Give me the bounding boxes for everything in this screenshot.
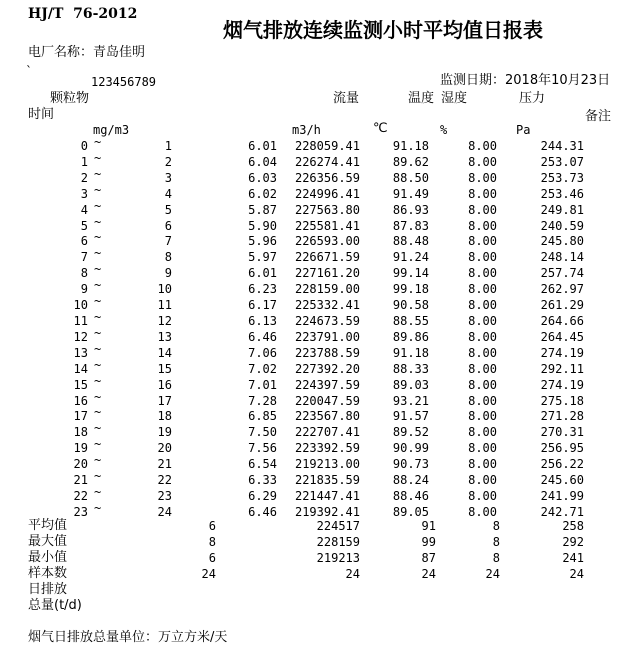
cell-hour-from: 5 — [80, 218, 88, 233]
cell-hour-from: 12 — [73, 329, 88, 344]
summary-dust: 24 — [201, 567, 216, 581]
cell-hour-from: 16 — [73, 393, 88, 408]
plant-name-label: 电厂名称： — [28, 45, 94, 60]
cell-dust: 6.54 — [248, 457, 277, 472]
tilde-mark: ~ — [94, 469, 102, 484]
col-header-time: 时间 — [28, 107, 55, 122]
cell-humidity: 8.00 — [468, 441, 497, 456]
cell-flow: 226593.00 — [294, 234, 360, 249]
summary-temp: 24 — [421, 567, 436, 581]
summary-pressure — [500, 598, 584, 614]
cell-hour-from: 11 — [73, 313, 88, 328]
cell-temp: 90.73 — [392, 457, 429, 472]
summary-row — [0, 598, 644, 614]
summary-row — [0, 518, 644, 534]
cell-hour-to: 17 — [157, 393, 172, 408]
page-title: 烟气排放连续监测小时平均值日报表 — [223, 18, 543, 42]
summary-temp: 91 — [421, 519, 436, 533]
cell-humidity: 8.00 — [468, 313, 497, 328]
tilde-mark: ~ — [94, 150, 102, 165]
cell-flow: 226671.59 — [294, 250, 360, 265]
cell-dust: 6.13 — [248, 313, 277, 328]
tilde-mark: ~ — [94, 182, 102, 197]
summary-row — [0, 550, 644, 566]
tilde-mark: ~ — [94, 389, 102, 404]
cell-pressure: 256.22 — [540, 457, 584, 472]
col-header-temp: 温度 — [408, 91, 435, 106]
cell-temp: 88.46 — [392, 488, 429, 503]
cell-dust: 5.90 — [248, 218, 277, 233]
cell-dust: 6.46 — [248, 504, 277, 519]
cell-pressure: 264.45 — [540, 329, 584, 344]
cell-humidity: 8.00 — [468, 473, 497, 488]
cell-temp: 89.86 — [392, 329, 429, 344]
cell-dust: 6.33 — [248, 473, 277, 488]
cell-hour-from: 8 — [80, 266, 88, 281]
col-header-humidity: 湿度 — [441, 91, 468, 106]
summary-flow: 224517 — [316, 519, 360, 533]
cell-hour-from: 4 — [80, 202, 88, 217]
summary-flow: 228159 — [316, 535, 360, 549]
cell-pressure: 270.31 — [540, 425, 584, 440]
cell-hour-from: 7 — [80, 250, 88, 265]
cell-hour-from: 13 — [73, 345, 88, 360]
unit-flow: m3/h — [292, 123, 321, 137]
cell-dust: 6.04 — [248, 154, 277, 169]
cell-humidity: 8.00 — [468, 282, 497, 297]
cell-humidity: 8.00 — [468, 393, 497, 408]
cell-pressure: 253.73 — [540, 170, 584, 185]
cell-hour-to: 5 — [164, 202, 172, 217]
cell-dust: 5.87 — [248, 202, 277, 217]
cell-temp: 99.18 — [392, 282, 429, 297]
cell-pressure: 275.18 — [540, 393, 584, 408]
cell-hour-from: 21 — [73, 473, 88, 488]
cell-hour-from: 15 — [73, 377, 88, 392]
cell-humidity: 8.00 — [468, 329, 497, 344]
cell-pressure: 242.71 — [540, 504, 584, 519]
cell-pressure: 244.31 — [540, 139, 584, 153]
col-header-pressure: 压力 — [519, 91, 546, 106]
tilde-mark: ~ — [94, 500, 102, 515]
cell-pressure: 256.95 — [540, 441, 584, 456]
tilde-mark: ~ — [94, 246, 102, 261]
cell-flow: 223392.59 — [294, 441, 360, 456]
cell-dust: 6.46 — [248, 329, 277, 344]
cell-humidity: 8.00 — [468, 298, 497, 313]
cell-hour-from: 23 — [73, 504, 88, 519]
cell-hour-from: 20 — [73, 457, 88, 472]
cell-hour-from: 19 — [73, 441, 88, 456]
cell-flow: 222707.41 — [294, 425, 360, 440]
cell-temp: 91.49 — [392, 186, 429, 201]
cell-temp: 99.14 — [392, 266, 429, 281]
cell-flow: 224673.59 — [294, 313, 360, 328]
cell-pressure: 241.99 — [540, 488, 584, 503]
cell-humidity: 8.00 — [468, 218, 497, 233]
monitor-date-value: 2018年10月23日 — [505, 73, 611, 88]
cell-temp: 93.21 — [392, 393, 429, 408]
cell-pressure: 245.80 — [540, 234, 584, 249]
cell-pressure: 248.14 — [540, 250, 584, 265]
cell-temp: 87.83 — [392, 218, 429, 233]
summary-row — [0, 534, 644, 550]
summary-humidity: 24 — [485, 567, 500, 581]
cell-humidity: 8.00 — [468, 361, 497, 376]
cell-flow: 225581.41 — [294, 218, 360, 233]
cell-humidity: 8.00 — [468, 377, 497, 392]
cell-hour-from: 6 — [80, 234, 88, 249]
cell-pressure: 249.81 — [540, 202, 584, 217]
tilde-mark: ~ — [94, 484, 102, 499]
cell-flow: 225332.41 — [294, 298, 360, 313]
cell-dust: 7.50 — [248, 425, 277, 440]
cell-hour-to: 24 — [157, 504, 172, 519]
tilde-mark: ~ — [94, 325, 102, 340]
cell-pressure: 274.19 — [540, 345, 584, 360]
summary-label: 日排放 — [28, 582, 68, 597]
summary-label: 最大值 — [28, 534, 68, 549]
cell-pressure: 253.46 — [540, 186, 584, 201]
cell-temp: 91.24 — [392, 250, 429, 265]
tilde-mark: ~ — [94, 262, 102, 277]
cell-flow: 220047.59 — [294, 393, 360, 408]
cell-hour-to: 8 — [164, 250, 172, 265]
cell-hour-to: 20 — [157, 441, 172, 456]
cell-pressure: 257.74 — [540, 266, 584, 281]
cell-flow: 221447.41 — [294, 488, 360, 503]
summary-temp — [360, 598, 436, 614]
cell-hour-to: 15 — [157, 361, 172, 376]
cell-temp: 88.48 — [392, 234, 429, 249]
tilde-mark: ~ — [94, 373, 102, 388]
summary-label: 总量(t/d) — [28, 598, 82, 613]
summary-row — [0, 566, 644, 582]
unit-pressure: Pa — [516, 123, 531, 137]
plant-name-value: 青岛佳明 — [93, 45, 146, 60]
cell-dust: 7.56 — [248, 441, 277, 456]
cell-flow: 227563.80 — [294, 202, 360, 217]
cell-humidity: 8.00 — [468, 409, 497, 424]
cell-temp: 89.03 — [392, 377, 429, 392]
summary-table — [0, 518, 644, 614]
cell-flow: 219392.41 — [294, 504, 360, 519]
cell-hour-from: 0 — [80, 139, 88, 153]
cell-temp: 90.99 — [392, 441, 429, 456]
cell-hour-to: 22 — [157, 473, 172, 488]
cell-humidity: 8.00 — [468, 266, 497, 281]
cell-hour-to: 6 — [164, 218, 172, 233]
summary-humidity: 8 — [492, 519, 500, 533]
cell-humidity: 8.00 — [468, 457, 497, 472]
cell-hour-to: 7 — [164, 234, 172, 249]
cell-dust: 6.17 — [248, 298, 277, 313]
cell-temp: 90.58 — [392, 298, 429, 313]
cell-humidity: 8.00 — [468, 250, 497, 265]
tilde-mark: ~ — [94, 214, 102, 229]
tilde-mark: ~ — [94, 166, 102, 181]
cell-humidity: 8.00 — [468, 139, 497, 153]
summary-temp: 99 — [421, 535, 436, 549]
cell-temp: 88.55 — [392, 313, 429, 328]
cell-pressure: 271.28 — [540, 409, 584, 424]
cell-hour-to: 2 — [164, 154, 172, 169]
cell-pressure: 261.29 — [540, 298, 584, 313]
tilde-mark: ~ — [94, 278, 102, 293]
cell-dust: 7.28 — [248, 393, 277, 408]
summary-label: 平均值 — [28, 518, 68, 533]
footer-note-value: 万立方米/天 — [158, 630, 228, 645]
hourly-table — [0, 135, 644, 521]
summary-pressure: 258 — [562, 519, 584, 533]
cell-hour-from: 22 — [73, 488, 88, 503]
cell-hour-from: 9 — [80, 282, 88, 297]
cell-humidity: 8.00 — [468, 345, 497, 360]
cell-hour-to: 19 — [157, 425, 172, 440]
cell-flow: 221835.59 — [294, 473, 360, 488]
tilde-mark: ~ — [94, 341, 102, 356]
summary-humidity: 8 — [492, 551, 500, 565]
summary-flow — [216, 582, 360, 598]
cell-hour-to: 13 — [157, 329, 172, 344]
cell-humidity: 8.00 — [468, 234, 497, 249]
cell-pressure: 292.11 — [540, 361, 584, 376]
cell-flow: 226274.41 — [294, 154, 360, 169]
footer-note — [28, 630, 227, 645]
summary-dust — [128, 598, 216, 614]
cell-humidity: 8.00 — [468, 425, 497, 440]
summary-pressure: 241 — [562, 551, 584, 565]
summary-flow: 219213 — [316, 551, 360, 565]
cell-temp: 88.24 — [392, 473, 429, 488]
summary-humidity — [436, 598, 500, 614]
unit-humidity: % — [440, 123, 448, 137]
cell-humidity: 8.00 — [468, 504, 497, 519]
summary-dust: 6 — [208, 551, 216, 565]
cell-dust: 6.85 — [248, 409, 277, 424]
cell-dust: 6.03 — [248, 170, 277, 185]
summary-dust — [128, 582, 216, 598]
summary-dust: 6 — [208, 519, 216, 533]
col-header-remark: 备注 — [585, 109, 612, 124]
cell-pressure: 245.60 — [540, 473, 584, 488]
cell-humidity: 8.00 — [468, 186, 497, 201]
summary-humidity: 8 — [492, 535, 500, 549]
tick-mark: ` — [26, 64, 32, 78]
cell-hour-to: 21 — [157, 457, 172, 472]
cell-temp: 91.57 — [392, 409, 429, 424]
cell-flow: 228159.00 — [294, 282, 360, 297]
tilde-mark: ~ — [94, 198, 102, 213]
cell-pressure: 274.19 — [540, 377, 584, 392]
cell-dust: 6.01 — [248, 139, 277, 153]
cell-hour-from: 2 — [80, 170, 88, 185]
tilde-mark: ~ — [94, 405, 102, 420]
summary-pressure: 24 — [569, 567, 584, 581]
cell-pressure: 262.97 — [540, 282, 584, 297]
cell-flow: 224996.41 — [294, 186, 360, 201]
cell-hour-from: 18 — [73, 425, 88, 440]
cell-hour-to: 1 — [164, 139, 172, 153]
cell-hour-from: 3 — [80, 186, 88, 201]
cell-pressure: 253.07 — [540, 154, 584, 169]
cell-flow: 226356.59 — [294, 170, 360, 185]
tilde-mark: ~ — [94, 309, 102, 324]
cell-hour-to: 14 — [157, 345, 172, 360]
cell-hour-from: 17 — [73, 409, 88, 424]
cell-temp: 88.50 — [392, 170, 429, 185]
cell-dust: 5.96 — [248, 234, 277, 249]
cell-hour-from: 10 — [73, 298, 88, 313]
cell-flow: 219213.00 — [294, 457, 360, 472]
cell-flow: 224397.59 — [294, 377, 360, 392]
cell-hour-from: 14 — [73, 361, 88, 376]
tilde-mark: ~ — [94, 437, 102, 452]
col-header-flow: 流量 — [333, 91, 360, 106]
col-header-dust: 颗粒物 — [50, 91, 90, 106]
cell-temp: 88.33 — [392, 361, 429, 376]
cell-dust: 6.23 — [248, 282, 277, 297]
cell-hour-to: 10 — [157, 282, 172, 297]
cell-flow: 228059.41 — [294, 139, 360, 153]
cell-humidity: 8.00 — [468, 170, 497, 185]
footer-note-label: 烟气日排放总量单位： — [28, 630, 159, 645]
cell-hour-to: 18 — [157, 409, 172, 424]
tilde-mark: ~ — [94, 453, 102, 468]
cell-dust: 7.01 — [248, 377, 277, 392]
tilde-mark: ~ — [94, 135, 102, 149]
cell-temp: 89.62 — [392, 154, 429, 169]
cell-dust: 6.02 — [248, 186, 277, 201]
cell-flow: 223567.80 — [294, 409, 360, 424]
cell-hour-to: 3 — [164, 170, 172, 185]
summary-pressure — [500, 582, 584, 598]
summary-humidity — [436, 582, 500, 598]
cell-temp: 89.05 — [392, 504, 429, 519]
cell-hour-from: 1 — [80, 154, 88, 169]
cell-pressure: 240.59 — [540, 218, 584, 233]
summary-temp — [360, 582, 436, 598]
cell-pressure: 264.66 — [540, 313, 584, 328]
cell-dust: 5.97 — [248, 250, 277, 265]
device-serial: 123456789 — [91, 75, 157, 89]
cell-humidity: 8.00 — [468, 488, 497, 503]
summary-dust: 8 — [208, 535, 216, 549]
cell-temp: 89.52 — [392, 425, 429, 440]
cell-flow: 223791.00 — [294, 329, 360, 344]
summary-pressure: 292 — [562, 535, 584, 549]
tilde-mark: ~ — [94, 230, 102, 245]
cell-dust: 6.29 — [248, 488, 277, 503]
cell-hour-to: 4 — [164, 186, 172, 201]
summary-label: 样本数 — [28, 566, 68, 581]
cell-hour-to: 9 — [164, 266, 172, 281]
cell-temp: 91.18 — [392, 345, 429, 360]
standard-code: HJ/T 76-2012 — [28, 6, 138, 22]
cell-flow: 227161.20 — [294, 266, 360, 281]
tilde-mark: ~ — [94, 294, 102, 309]
summary-flow: 24 — [345, 567, 360, 581]
cell-hour-to: 23 — [157, 488, 172, 503]
unit-temp: ℃ — [373, 121, 388, 136]
summary-temp: 87 — [421, 551, 436, 565]
summary-flow — [216, 598, 360, 614]
monitor-date-label: 监测日期： — [440, 73, 506, 88]
cell-flow: 223788.59 — [294, 345, 360, 360]
cell-dust: 6.01 — [248, 266, 277, 281]
cell-dust: 7.02 — [248, 361, 277, 376]
cell-temp: 86.93 — [392, 202, 429, 217]
plant-name-line — [28, 45, 145, 60]
monitor-date-line — [440, 73, 610, 88]
cell-temp: 91.18 — [392, 139, 429, 153]
cell-humidity: 8.00 — [468, 202, 497, 217]
cell-humidity: 8.00 — [468, 154, 497, 169]
cell-dust: 7.06 — [248, 345, 277, 360]
cell-hour-to: 16 — [157, 377, 172, 392]
cell-flow: 227392.20 — [294, 361, 360, 376]
tilde-mark: ~ — [94, 357, 102, 372]
cell-hour-to: 12 — [157, 313, 172, 328]
summary-row — [0, 582, 644, 598]
unit-dust: mg/m3 — [93, 123, 130, 137]
tilde-mark: ~ — [94, 421, 102, 436]
cell-hour-to: 11 — [157, 298, 172, 313]
summary-label: 最小值 — [28, 550, 68, 565]
